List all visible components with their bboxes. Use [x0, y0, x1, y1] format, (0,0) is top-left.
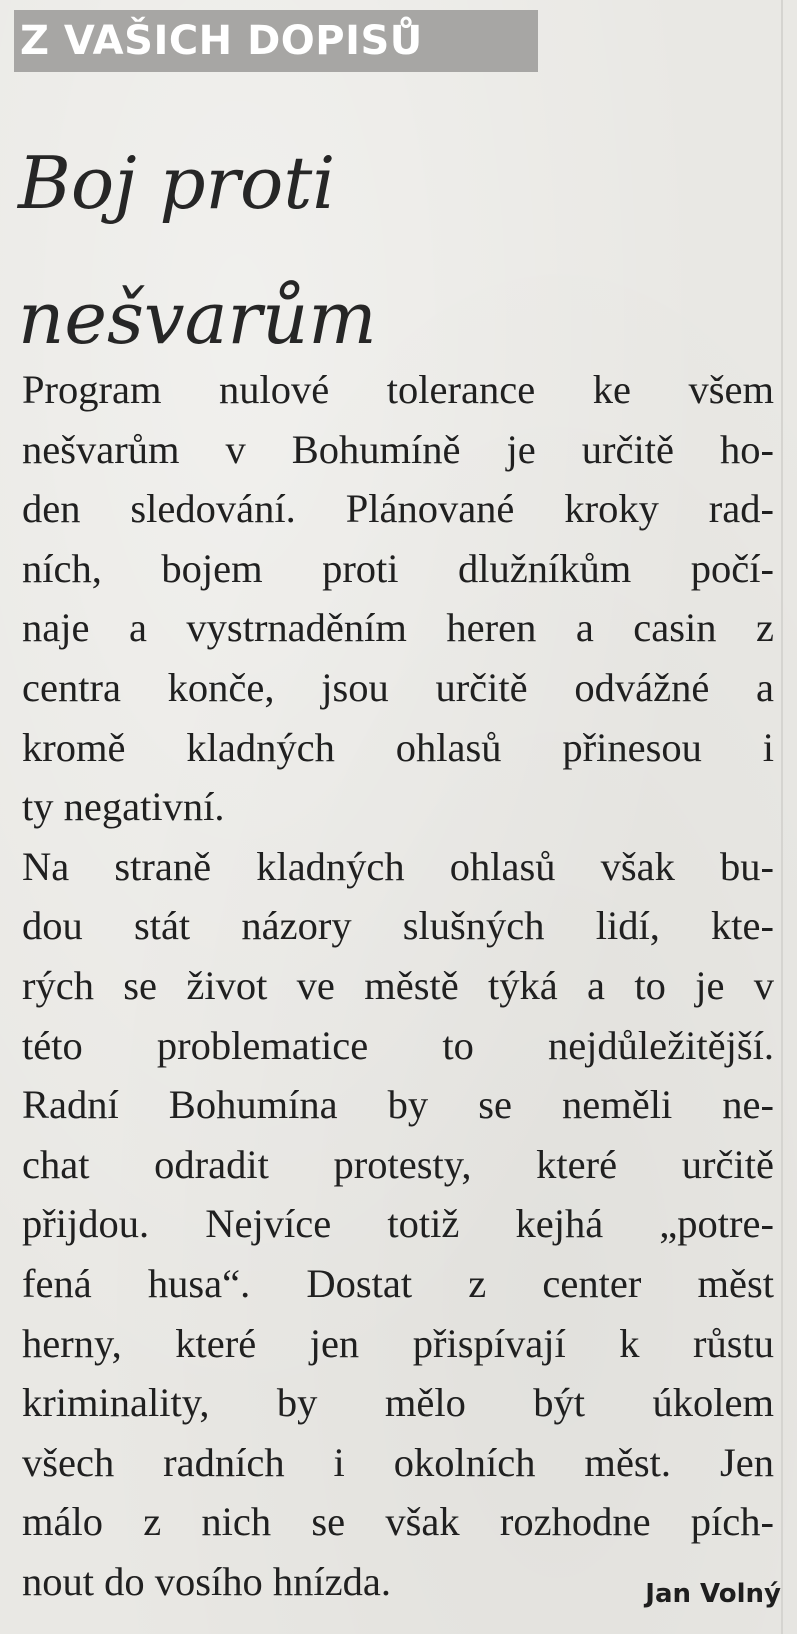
body-line: Program nulové tolerance ke všem [22, 367, 774, 412]
headline-line: nešvarům [18, 276, 377, 360]
body-line: nout do vosího hnízda. [22, 1558, 391, 1604]
body-line: přijdou. Nejvíce totiž kejhá „potre- [22, 1201, 774, 1247]
headline-line: Boj proti [18, 141, 336, 225]
body-line: této problematice to nejdůležitější. [22, 1022, 774, 1068]
body-line: kromě kladných ohlasů přinesou i [22, 724, 774, 770]
body-line: Radní Bohumína by se neměli ne- [22, 1082, 774, 1128]
section-label: Z VAŠICH DOPISŮ [20, 18, 423, 64]
body-line: chat odradit protesty, které určitě [22, 1141, 774, 1187]
body-line: den sledování. Plánované kroky rad- [22, 486, 774, 532]
author-byline: Jan Volný [645, 1579, 781, 1609]
body-line: Na straně kladných ohlasů však bu- [22, 843, 774, 889]
body-line: dou stát názory slušných lidí, kte- [22, 903, 774, 949]
body-line: ty negativní. [22, 784, 225, 830]
body-line: málo z nich se však rozhodne pích- [22, 1499, 774, 1545]
body-line: herny, které jen přispívají k růstu [22, 1320, 774, 1366]
body-line: rých se život ve městě týká a to je v [22, 962, 774, 1008]
body-line: centra konče, jsou určitě odvážné a [22, 664, 774, 710]
article-body [22, 360, 792, 1611]
body-line: naje a vystrnaděním heren a casin z [22, 605, 774, 651]
body-line: ních, bojem proti dlužníkům počí- [22, 545, 774, 591]
body-line: fená husa“. Dostat z center měst [22, 1260, 774, 1306]
body-line: nešvarům v Bohumíně je určitě ho- [22, 426, 774, 472]
article-headline [18, 116, 618, 386]
body-line: kriminality, by mělo být úkolem [22, 1380, 774, 1426]
body-line: všech radních i okolních měst. Jen [22, 1439, 774, 1485]
